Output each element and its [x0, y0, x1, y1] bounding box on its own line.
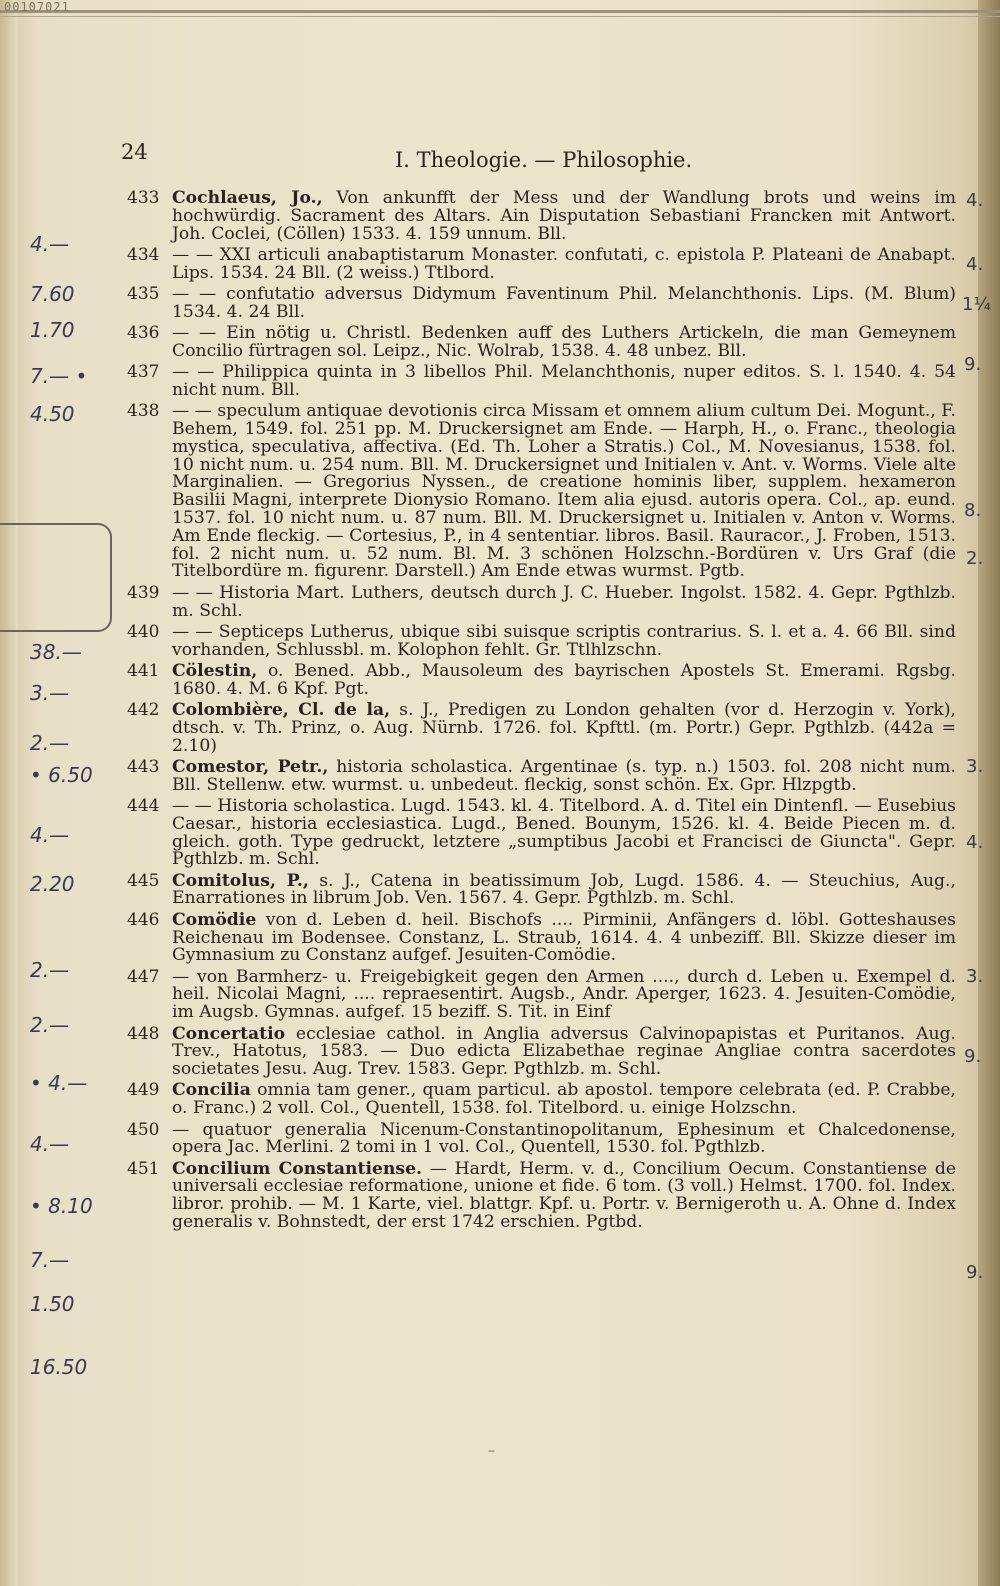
- pencil-mark: 3.: [966, 966, 984, 987]
- handwritten-price: 7.60: [30, 282, 75, 306]
- catalog-entry: [0, 403, 956, 581]
- pencil-mark: 9.: [966, 1262, 984, 1283]
- entry-heading: Cölestin,: [172, 660, 258, 681]
- entry-text: ecclesiae cathol. in Anglia adversus Calvinopapistas et Puritanos. Aug. Trev., Hatotus, 1583. — Duo edicta Elizabethae reginae Angliae contra sacerdotes societates Jesu. Aug. Trev. 1583. Gepr. Pgthlzb. m. Schl.: [172, 1023, 956, 1080]
- pencil-mark: 4.: [966, 254, 984, 275]
- entry-heading: Colombière, Cl. de la,: [172, 700, 391, 721]
- entry-number: 438: [127, 401, 160, 422]
- pencil-mark: 8.: [964, 500, 982, 521]
- handwritten-price: 2.—: [30, 958, 70, 982]
- handwritten-price: 4.—: [30, 232, 70, 256]
- entry-text: — quatuor generalia Nicenum-Constantinopolitanum, Ephesinum et Chalcedonense, opera Jac. Merlini. 2 tomi in 1 vol. Col., Quentell, 1530. fol. Pgthlzb.: [172, 1119, 956, 1158]
- entry-number: 443: [127, 756, 160, 777]
- handwritten-price: 2.—: [30, 1013, 70, 1037]
- entry-text: — Hardt, Herm. v. d., Concilium Oecum. Constantiense de universali ecclesiae reformatione, unione et fide. 6 tom. (3 voll.) Helmst. 1700. fol. Index. libror. prohib. — M. 1 Karte, viel. blattgr. Kpf. u. Portr. v. Bernigeroth u. A. Ohne d. Index generalis v. Bohnstedt, der erst 1742 erschien. Pgtbd.: [172, 1158, 956, 1233]
- running-head: I. Theologie. — Philosophie.: [395, 148, 693, 172]
- handwritten-price: 2.—: [30, 731, 70, 755]
- entry-text: omnia tam gener., quam particul. ab apostol. tempore celebrata (ed. P. Crabbe, o. Franc.) 2 voll. Col., Quentell, 1538. fol. Titelbord. u. einige Holzschn.: [172, 1080, 957, 1119]
- entry-heading: Comitolus, P.,: [172, 870, 309, 891]
- entry-heading: Concertatio: [172, 1023, 286, 1044]
- handwritten-price: 3.—: [30, 681, 70, 705]
- handwritten-price: 7.— •: [30, 364, 88, 388]
- catalog-entry: [0, 702, 956, 755]
- entry-number: 445: [127, 870, 160, 891]
- pencil-mark: 4.: [966, 832, 984, 853]
- entry-number: 447: [127, 966, 160, 987]
- entry-number: 440: [127, 621, 160, 642]
- catalog-entry: [0, 966, 956, 1023]
- entry-text: o. Bened. Abb., Mausoleum des bayrischen Apostels St. Emerami. Rgsbg. 1680. 4. M. 6 Kpf. Pgt.: [172, 660, 956, 699]
- pencil-mark: 9.: [964, 354, 982, 375]
- entry-heading: Concilium Constantiense.: [172, 1158, 423, 1179]
- entry-text: — — Philippica quinta in 3 libellos Phil. Melanchthonis, nuper editos. S. l. 1540. 4. 54 nicht num. Bll.: [172, 362, 956, 400]
- entry-number: 433: [127, 188, 160, 208]
- entry-number: 434: [127, 244, 160, 265]
- entry-number: 449: [127, 1080, 160, 1101]
- catalog-entry: [0, 1023, 956, 1080]
- entry-number: 450: [127, 1119, 160, 1140]
- entry-text: Von ankunfft der Mess und der Wandlung brots und weins im hochwürdig. Sacrament des Altars. Ain Disputation Sebastiani Francken mit Antwort. Joh. Coclei, (Cöllen) 1533. 4. 159 unnum. Bll.: [172, 188, 956, 244]
- catalog-entry: [0, 190, 956, 243]
- catalog-entry: [0, 909, 956, 966]
- handwritten-price: • 8.10: [30, 1194, 93, 1218]
- entry-text: s. J., Predigen zu London gehalten (vor d. Herzogin v. York), dtsch. v. Th. Prinz, o. Aug. Nürnb. 1726. fol. Kpfttl. (m. Portr.) Gepr. Pgthlzb. (442a = 2.10): [172, 700, 957, 756]
- top-rule: [0, 10, 1000, 13]
- entry-text: — — XXI articuli anabaptistarum Monaster. confutati, c. epistola P. Plateani de Anabapt. Lips. 1534. 24 Bll. (2 weiss.) Ttlbord.: [172, 244, 956, 283]
- entry-number: 439: [127, 582, 160, 603]
- handwritten-price: 2.20: [30, 872, 75, 896]
- pencil-mark: 2.: [966, 548, 984, 569]
- catalog-entry: [0, 621, 956, 660]
- handwritten-price: 4.—: [30, 1132, 70, 1156]
- catalog-entry: [0, 660, 956, 699]
- catalog-entries: [0, 190, 1000, 1235]
- entry-number: 435: [127, 283, 160, 304]
- handwritten-price: 4.50: [30, 402, 75, 426]
- top-rule-thin: [0, 16, 1000, 17]
- entry-text: — — confutatio adversus Didymum Faventinum Phil. Melanchthonis. Lips. (M. Blum) 1534. 4. 24 Bll.: [172, 283, 956, 322]
- handwritten-price: 1.50: [30, 1292, 75, 1316]
- entry-text: — — Historia scholastica. Lugd. 1543. kl. 4. Titelbord. A. d. Titel ein Dintenfl. — Eusebius Caesar., historia ecclesiastica. Lugd., Bened. Bounym, 1526. kl. 4. Beide Piecen m. d. gleich. goth. Type gedruckt, letztere „sumptibus Jacobi et Francisci de Giuncta". Gepr. Pgthlzb. m. Schl.: [172, 796, 956, 870]
- catalog-entry: [0, 325, 956, 361]
- handwritten-price: 1.70: [30, 318, 75, 342]
- entry-number: 437: [127, 362, 160, 383]
- entry-number: 436: [127, 323, 160, 344]
- catalog-entry: [0, 1119, 956, 1158]
- catalog-entry: [0, 798, 956, 869]
- catalog-entry: [0, 1082, 956, 1118]
- page-end-mark: –: [488, 1443, 495, 1459]
- entry-number: 451: [127, 1158, 160, 1179]
- catalog-entry: [0, 1158, 956, 1233]
- pencil-mark: 4.: [966, 190, 984, 211]
- catalog-entry: [0, 283, 956, 322]
- catalog-entry: [0, 582, 956, 621]
- entry-number: 441: [127, 660, 160, 681]
- handwritten-price: 7.—: [30, 1248, 70, 1272]
- pencil-mark: 1¼: [962, 294, 991, 315]
- catalog-entry: [0, 756, 956, 795]
- page-number: 24: [121, 140, 148, 164]
- entry-heading: Concilia: [172, 1080, 251, 1101]
- catalog-entry: [0, 244, 956, 283]
- entry-text: — — Septiceps Lutherus, ubique sibi suisque scriptis contrarius. S. l. et a. 4. 66 Bll. sind vorhanden, Schlussbl. m. Kolophon fehlt. Gr. Ttlhlzschn.: [172, 621, 956, 660]
- handwritten-price: • 6.50: [30, 763, 93, 787]
- handwritten-price: • 4.—: [30, 1071, 88, 1095]
- entry-heading: Cochlaeus, Jo.,: [172, 188, 323, 208]
- pencil-mark: 9.: [964, 1046, 982, 1067]
- entry-text: — — Ein nötig u. Christl. Bedenken auff des Luthers Artickeln, die man Gemeynem Concilio fürtragen sol. Leipz., Nic. Wolrab, 1538. 4. 48 unbez. Bll.: [172, 323, 956, 361]
- entry-text: von d. Leben d. heil. Bischofs .... Pirminii, Anfängers d. löbl. Gotteshauses Reichenau im Bodensee. Constanz, L. Straub, 1614. 4. 4 unbeziff. Bll. Skizze dieser im Gymnasium zu Constanz aufgef. Jesuiten-Comödie.: [172, 909, 956, 966]
- archive-number: 00107021: [4, 0, 70, 14]
- catalog-entry: [0, 364, 956, 400]
- entry-number: 446: [127, 909, 160, 930]
- handwritten-price: 38.—: [30, 640, 82, 664]
- pencil-mark: 3.: [966, 756, 984, 777]
- handwritten-price: 4.—: [30, 823, 70, 847]
- entry-number: 448: [127, 1023, 160, 1044]
- handwritten-price: 16.50: [30, 1355, 88, 1379]
- catalog-entry: [0, 870, 956, 909]
- entry-text: — von Barmherz- u. Freigebigkeit gegen den Armen ...., durch d. Leben u. Exempel d. heil. Nicolai Magni, .... repraesentirt. Augsb., Andr. Aperger, 1623. 4. Jesuiten-Comödie, im Augsb. Gymnas. aufgef. 15 beziff. S. Tit. in Einf: [172, 966, 956, 1023]
- entry-number: 442: [127, 700, 160, 721]
- entry-text: — — speculum antiquae devotionis circa Missam et omnem alium cultum Dei. Mogunt., F. Behem, 1549. fol. 251 pp. M. Druckersignet am Ende. — Harph, H., o. Franc., theologia mystica, speculativa, affectiva. (Ed. Th. Loher a Stratis.) Col., M. Novesianus, 1538. fol. 10 nicht num. u. 254 num. Bll. M. Druckersignet und Initialen v. Ant. v. Worms. Viele alte Marginalien. — Gregorius Nyssen., de creatione hominis liber, supplem. hexameron Basilii Magni, interprete Dionysio Romano. Item alia ejusd. autoris opera. Col., ap. eund. 1537. fol. 10 nicht num. u. 87 num. Bll. M. Druckersignet u. Initialen v. Anton v. Worms. Am Ende fleckig. — Cortesius, P., in 4 sententiar. libros. Basil. Rauracor., J. Froben, 1513. fol. 2 nicht num. u. 52 num. Bl. M. 3 schönen Holzschn.-Bordüren v. Urs Graf (die Titelbordüre m. figurenr. Darstell.) Am Ende etwas wurmst. Pgtb.: [172, 401, 956, 582]
- entry-text: s. J., Catena in beatissimum Job, Lugd. 1586. 4. — Steuchius, Aug., Enarrationes in librum Job. Ven. 1567. 4. Gepr. Pgthlzb. m. Schl.: [172, 870, 956, 909]
- entry-text: historia scholastica. Argentinae (s. typ. n.) 1503. fol. 208 nicht num. Bll. Stellenw. etw. wurmst. u. unbedeut. fleckig, sonst schön. Ex. Gpr. Hlzpgtb.: [172, 756, 956, 795]
- entry-heading: Comödie: [172, 909, 257, 930]
- entry-heading: Comestor, Petr.,: [172, 756, 329, 777]
- entry-number: 444: [127, 796, 160, 816]
- entry-text: — — Historia Mart. Luthers, deutsch durch J. C. Hueber. Ingolst. 1582. 4. Gepr. Pgthlzb. m. Schl.: [172, 582, 956, 621]
